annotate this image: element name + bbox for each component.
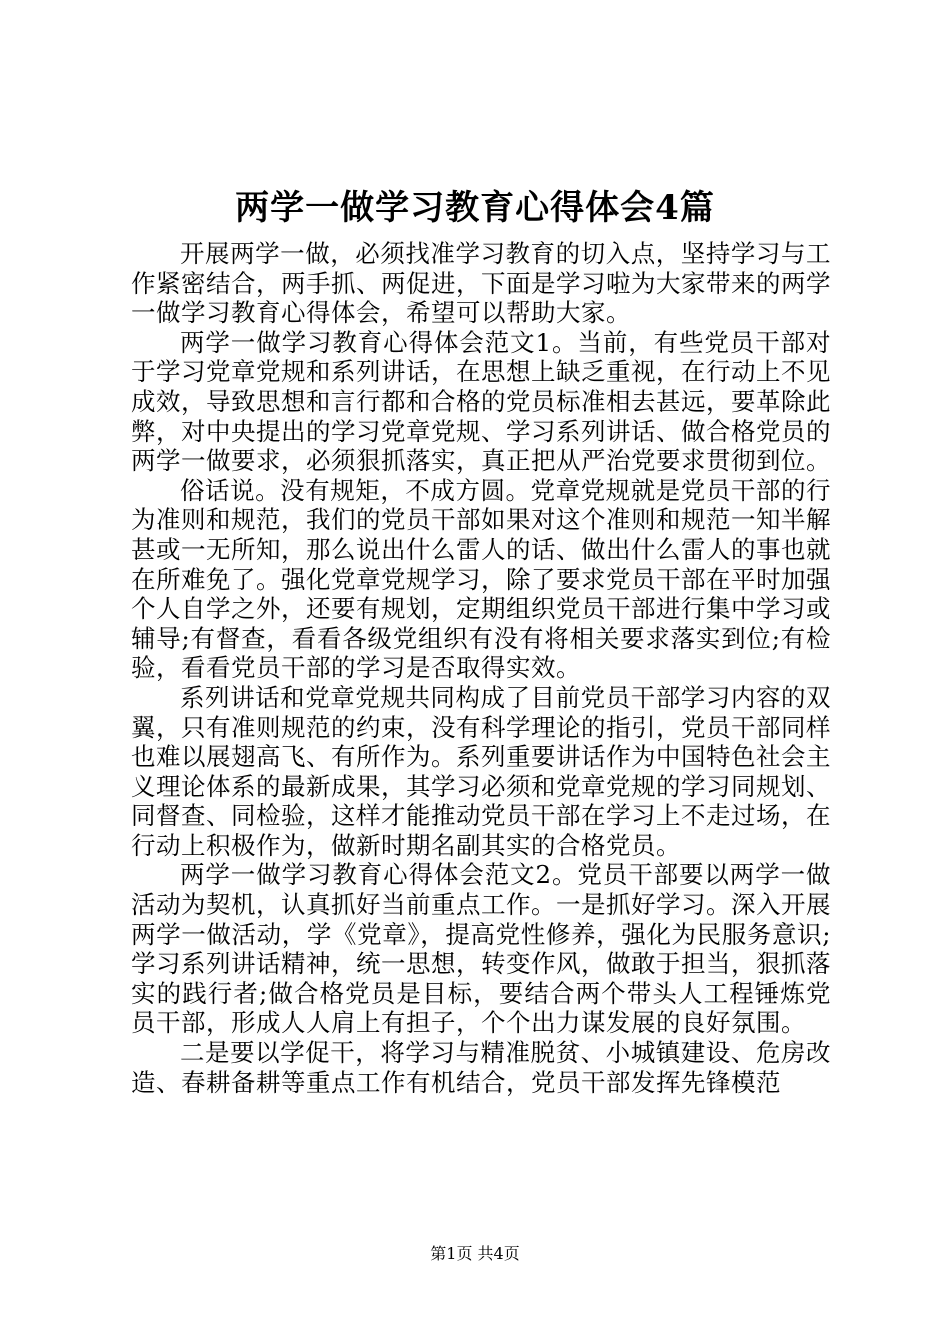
page-footer: 第1页 共4页 — [430, 1244, 520, 1263]
paragraph-rules: 俗话说。没有规矩，不成方圆。党章党规就是党员干部的行为准则和规范，我们的党员干部如果对这个准则和规范一知半解甚或一无所知，那么说出什么雷人的话、做出什么雷人的事也就在所难免了。强化党章党规学习，除了要求党员干部在平时加强个人自学之外，还要有规划，定期组织党员干部进行集中学习或辅导;有督查，看看各级党组织有没有将相关要求落实到位;有检验，看看党员干部的学习是否取得实效。 — [131, 475, 831, 683]
paragraph-sample-1: 两学一做学习教育心得体会范文1。当前，有些党员干部对于学习党章党规和系列讲话，在思想上缺乏重视，在行动上不见成效，导致思想和言行都和合格的党员标准相去甚远，要革除此弊，对中央提出的学习党章党规、学习系列讲话、做合格党员的两学一做要求，必须狠抓落实，真正把从严治党要求贯彻到位。 — [131, 327, 831, 476]
paragraph-sample-2: 两学一做学习教育心得体会范文2。党员干部要以两学一做活动为契机，认真抓好当前重点工作。一是抓好学习。深入开展两学一做活动，学《党章》，提高党性修养，强化为民服务意识;学习系列讲话精神，统一思想，转变作风，做敢于担当，狠抓落实的践行者;做合格党员是目标，要结合两个带头人工程锤炼党员干部，形成人人肩上有担子，个个出力谋发展的良好氛围。 — [131, 860, 831, 1038]
document-title: 两学一做学习教育心得体会4篇 — [235, 188, 715, 228]
document-body — [131, 239, 831, 1097]
paragraph-intro: 开展两学一做，必须找准学习教育的切入点，坚持学习与工作紧密结合，两手抓、两促进，下面是学习啦为大家带来的两学一做学习教育心得体会，希望可以帮助大家。 — [131, 239, 831, 328]
paragraph-second-point: 二是要以学促干，将学习与精准脱贫、小城镇建设、危房改造、春耕备耕等重点工作有机结合，党员干部发挥先锋模范 — [131, 1038, 831, 1097]
paragraph-speeches: 系列讲话和党章党规共同构成了目前党员干部学习内容的双翼，只有准则规范的约束，没有科学理论的指引，党员干部同样也难以展翅高飞、有所作为。系列重要讲话作为中国特色社会主义理论体系的最新成果，其学习必须和党章党规的学习同规划、同督查、同检验，这样才能推动党员干部在学习上不走过场，在行动上积极作为，做新时期名副其实的合格党员。 — [131, 682, 831, 860]
